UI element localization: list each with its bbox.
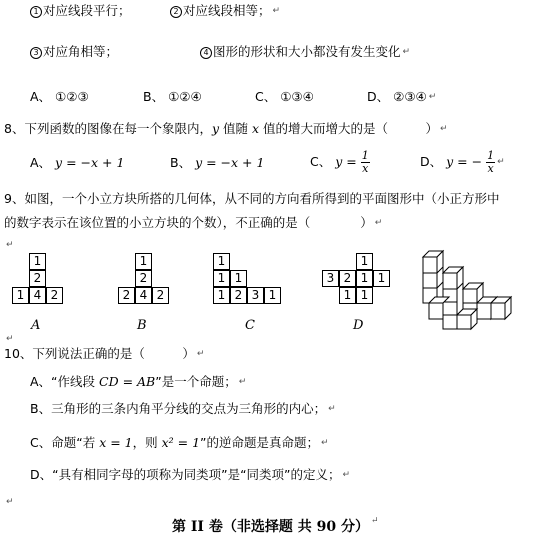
cell: 1 xyxy=(339,287,356,304)
q8-stem: 8、下列函数的图像在每一个象限内，y 值随 x 值的增大而增大的是（ ） ↵ xyxy=(4,121,448,136)
para-mark: ↵ xyxy=(6,334,14,344)
q7-statement-4: 4 图形的形状和大小都没有发生变化 ↵ xyxy=(200,44,410,60)
circled-1: 1 xyxy=(30,6,42,18)
q10-option-a: A、“作线段 CD = AB”是一个命题； ↵ xyxy=(30,374,247,389)
cell: 2 xyxy=(29,270,46,287)
figure-c-label: C xyxy=(245,318,255,333)
cell: 1 xyxy=(29,253,46,270)
cube-solid-figure xyxy=(415,243,535,335)
q8-option-d: D、 y = − $\frac{1}{x}$ ↵ xyxy=(420,149,505,175)
cell: 1 xyxy=(356,287,373,304)
cell: 2 xyxy=(339,270,356,287)
circled-4: 4 xyxy=(200,47,212,59)
q7-statement-2: 2 对应线段相等； ↵ xyxy=(170,3,280,19)
q9-stem-line-2: 的数字表示在该位置的小立方块的个数），不正确的是（ ） ↵ xyxy=(4,215,383,230)
q7-option-b: B、 ①②④ xyxy=(143,89,202,104)
cell: 1 xyxy=(213,253,230,270)
figure-b-label: B xyxy=(137,318,147,333)
q7-option-d: D、 ②③④ ↵ xyxy=(367,89,437,104)
para-mark: ↵ xyxy=(6,240,14,250)
cell: 4 xyxy=(135,287,152,304)
cell: 1 xyxy=(356,270,373,287)
q7-option-a: A、 ①②③ xyxy=(30,89,89,104)
q7-statement-1: 1 对应线段平行； xyxy=(30,3,131,19)
cell: 3 xyxy=(322,270,339,287)
cell: 2 xyxy=(46,287,63,304)
para-mark: ↵ xyxy=(6,497,14,507)
cell: 3 xyxy=(247,287,264,304)
cell: 2 xyxy=(230,287,247,304)
cell: 4 xyxy=(29,287,46,304)
q10-stem: 10、下列说法正确的是（ ） ↵ xyxy=(4,346,205,361)
cell: 2 xyxy=(118,287,135,304)
cell: 1 xyxy=(230,270,247,287)
q9-stem-line-1: 9、如图，一个小立方块所搭的几何体，从不同的方向看所得到的平面图形中（小正方形中 xyxy=(4,191,500,206)
cell: 1 xyxy=(12,287,29,304)
q8-option-c: C、 y = $\frac{1}{x}$ xyxy=(310,149,369,175)
q8-option-b: B、 y = −x + 1 xyxy=(170,155,265,170)
fraction: $\frac{1}{x}$ xyxy=(487,149,495,175)
q10-option-b: B、三角形的三条内角平分线的交点为三角形的内心； ↵ xyxy=(30,401,336,416)
section-title: 第 II 卷（非选择题 共 90 分） ↵ xyxy=(172,516,379,535)
figure-d-label: D xyxy=(353,318,364,333)
cell: 1 xyxy=(135,253,152,270)
cell: 1 xyxy=(373,270,390,287)
circled-2: 2 xyxy=(170,6,182,18)
q10-option-d: D、“具有相同字母的项称为同类项”是“同类项”的定义； ↵ xyxy=(30,467,351,482)
cell: 1 xyxy=(213,270,230,287)
q7-statement-3: 3 对应角相等； xyxy=(30,44,118,60)
fraction: $\frac{1}{x}$ xyxy=(361,149,369,175)
cell: 2 xyxy=(152,287,169,304)
figure-a-label: A xyxy=(31,318,41,333)
cell: 1 xyxy=(356,253,373,270)
q10-option-c: C、命题“若 x = 1，则 x² = 1”的逆命题是真命题； ↵ xyxy=(30,435,329,450)
cell: 2 xyxy=(135,270,152,287)
cell: 1 xyxy=(213,287,230,304)
circled-3: 3 xyxy=(30,47,42,59)
q8-option-a: A、 y = −x + 1 xyxy=(30,155,125,170)
cell: 1 xyxy=(264,287,281,304)
q7-option-c: C、 ①③④ xyxy=(255,89,314,104)
